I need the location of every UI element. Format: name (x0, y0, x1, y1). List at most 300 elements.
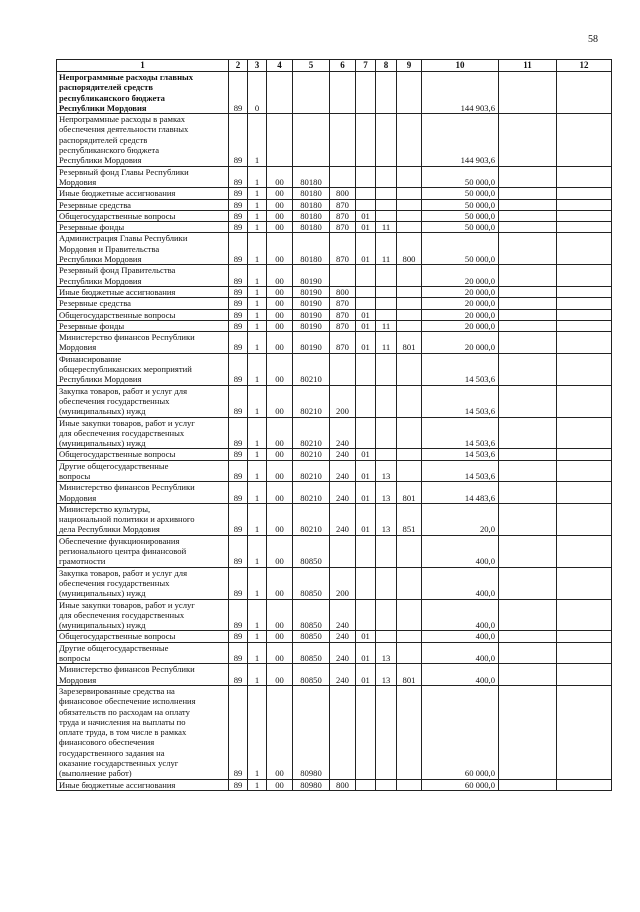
table-row (57, 567, 612, 599)
amount-cell: 20 000,0 (422, 265, 499, 287)
code-cell: 01 (356, 320, 376, 331)
amount-cell (499, 114, 557, 166)
code-cell: 89 (229, 685, 248, 779)
amount-cell: 20 000,0 (422, 298, 499, 309)
row-name-cell: Общегосударственные вопросы (57, 449, 229, 460)
table-row (57, 188, 612, 199)
table-row (57, 685, 612, 779)
amount-cell (557, 265, 612, 287)
code-cell: 80210 (293, 385, 330, 417)
row-name-cell: Другие общегосударственные вопросы (57, 642, 229, 664)
code-cell: 01 (356, 309, 376, 320)
code-cell: 80180 (293, 210, 330, 221)
row-name-cell: Зарезервированные средства на финансовое обеспечение исполнения обязательств по расходам на оплату труда и начисления на выплаты по оплате труда, в том числе в рамках финансового обеспечения государственного задания на оказание государственных услуг (выполнение работ) (57, 685, 229, 779)
row-name-cell: Иные закупки товаров, работ и услуг для обеспечения государственных (муниципальных) нужд (57, 599, 229, 631)
code-cell: 80190 (293, 286, 330, 297)
code-cell: 89 (229, 779, 248, 790)
code-cell: 800 (330, 188, 356, 199)
code-cell: 1 (248, 685, 267, 779)
amount-cell (499, 779, 557, 790)
code-cell (397, 298, 422, 309)
table-row (57, 222, 612, 233)
code-cell: 00 (267, 460, 293, 482)
table-row (57, 631, 612, 642)
amount-cell (557, 72, 612, 114)
amount-cell (499, 353, 557, 385)
code-cell: 800 (330, 286, 356, 297)
code-cell: 80180 (293, 199, 330, 210)
code-cell: 89 (229, 210, 248, 221)
code-cell (376, 199, 397, 210)
code-cell: 13 (376, 664, 397, 686)
code-cell: 1 (248, 503, 267, 535)
code-cell (376, 535, 397, 567)
amount-cell: 400,0 (422, 631, 499, 642)
code-cell (376, 449, 397, 460)
code-cell (376, 114, 397, 166)
code-cell: 80190 (293, 309, 330, 320)
table-row (57, 599, 612, 631)
code-cell (267, 72, 293, 114)
code-cell (356, 265, 376, 287)
code-cell (356, 72, 376, 114)
code-cell (293, 72, 330, 114)
header-cell: 1 (57, 60, 229, 72)
row-name-cell: Иные бюджетные ассигнования (57, 779, 229, 790)
code-cell (356, 353, 376, 385)
amount-cell (499, 199, 557, 210)
amount-cell (499, 460, 557, 482)
amount-cell: 144 903,6 (422, 114, 499, 166)
code-cell (330, 353, 356, 385)
amount-cell (557, 309, 612, 320)
code-cell: 89 (229, 309, 248, 320)
code-cell (330, 535, 356, 567)
header-cell: 11 (499, 60, 557, 72)
amount-cell: 50 000,0 (422, 222, 499, 233)
amount-cell (557, 332, 612, 354)
code-cell: 11 (376, 320, 397, 331)
amount-cell (499, 233, 557, 265)
code-cell (330, 72, 356, 114)
amount-cell (557, 779, 612, 790)
amount-cell (499, 417, 557, 449)
amount-cell (499, 664, 557, 686)
table-row (57, 385, 612, 417)
code-cell: 00 (267, 233, 293, 265)
amount-cell: 14 483,6 (422, 482, 499, 504)
code-cell (356, 188, 376, 199)
code-cell: 13 (376, 482, 397, 504)
code-cell: 89 (229, 188, 248, 199)
code-cell (356, 286, 376, 297)
amount-cell (499, 265, 557, 287)
code-cell: 1 (248, 599, 267, 631)
code-cell: 1 (248, 286, 267, 297)
code-cell: 80180 (293, 222, 330, 233)
amount-cell (557, 631, 612, 642)
amount-cell: 20 000,0 (422, 320, 499, 331)
amount-cell: 20 000,0 (422, 309, 499, 320)
amount-cell (557, 385, 612, 417)
code-cell: 870 (330, 233, 356, 265)
code-cell: 89 (229, 449, 248, 460)
row-name-cell: Общегосударственные вопросы (57, 210, 229, 221)
code-cell (397, 265, 422, 287)
code-cell: 1 (248, 631, 267, 642)
code-cell (376, 309, 397, 320)
code-cell: 80980 (293, 779, 330, 790)
code-cell: 80210 (293, 460, 330, 482)
amount-cell: 50 000,0 (422, 233, 499, 265)
code-cell: 1 (248, 535, 267, 567)
code-cell: 89 (229, 265, 248, 287)
code-cell: 89 (229, 599, 248, 631)
code-cell: 240 (330, 449, 356, 460)
table-row (57, 664, 612, 686)
code-cell: 1 (248, 298, 267, 309)
amount-cell (499, 567, 557, 599)
code-cell: 801 (397, 664, 422, 686)
code-cell: 89 (229, 482, 248, 504)
code-cell: 1 (248, 449, 267, 460)
amount-cell (557, 599, 612, 631)
amount-cell: 20 000,0 (422, 286, 499, 297)
table-body (57, 72, 612, 791)
code-cell: 00 (267, 332, 293, 354)
amount-cell (499, 503, 557, 535)
code-cell: 1 (248, 567, 267, 599)
table-row (57, 320, 612, 331)
table-row (57, 114, 612, 166)
code-cell: 80850 (293, 567, 330, 599)
code-cell: 801 (397, 332, 422, 354)
code-cell (376, 166, 397, 188)
code-cell (397, 210, 422, 221)
code-cell: 870 (330, 210, 356, 221)
code-cell: 00 (267, 664, 293, 686)
code-cell: 89 (229, 332, 248, 354)
amount-cell (499, 685, 557, 779)
code-cell: 00 (267, 265, 293, 287)
amount-cell: 14 503,6 (422, 353, 499, 385)
code-cell: 80180 (293, 166, 330, 188)
amount-cell (557, 353, 612, 385)
code-cell: 00 (267, 298, 293, 309)
code-cell: 01 (356, 449, 376, 460)
code-cell: 13 (376, 460, 397, 482)
amount-cell: 14 503,6 (422, 449, 499, 460)
code-cell: 1 (248, 482, 267, 504)
amount-cell (557, 642, 612, 664)
code-cell: 89 (229, 199, 248, 210)
amount-cell (557, 535, 612, 567)
code-cell: 870 (330, 309, 356, 320)
code-cell: 00 (267, 449, 293, 460)
code-cell (376, 72, 397, 114)
code-cell (397, 188, 422, 199)
code-cell: 851 (397, 503, 422, 535)
row-name-cell: Министерство культуры, национальной политики и архивного дела Республики Мордовия (57, 503, 229, 535)
row-name-cell: Резервные средства (57, 298, 229, 309)
code-cell: 1 (248, 166, 267, 188)
amount-cell (499, 210, 557, 221)
code-cell: 89 (229, 114, 248, 166)
amount-cell (499, 72, 557, 114)
code-cell: 80180 (293, 233, 330, 265)
code-cell: 00 (267, 210, 293, 221)
amount-cell (499, 482, 557, 504)
code-cell: 1 (248, 114, 267, 166)
code-cell: 870 (330, 222, 356, 233)
header-cell: 10 (422, 60, 499, 72)
code-cell: 80210 (293, 503, 330, 535)
amount-cell: 50 000,0 (422, 188, 499, 199)
code-cell: 00 (267, 685, 293, 779)
header-cell: 7 (356, 60, 376, 72)
row-name-cell: Финансирование общереспубликанских мероприятий Республики Мордовия (57, 353, 229, 385)
code-cell (397, 567, 422, 599)
amount-cell (557, 233, 612, 265)
code-cell: 80850 (293, 642, 330, 664)
code-cell (356, 567, 376, 599)
row-name-cell: Иные бюджетные ассигнования (57, 286, 229, 297)
table-row (57, 72, 612, 114)
row-name-cell: Непрограммные расходы в рамках обеспечения деятельности главных распорядителей средств республиканского бюджета Республики Мордовия (57, 114, 229, 166)
amount-cell (499, 188, 557, 199)
row-name-cell: Закупка товаров, работ и услуг для обеспечения государственных (муниципальных) нужд (57, 385, 229, 417)
code-cell: 800 (330, 779, 356, 790)
code-cell (293, 114, 330, 166)
table-row (57, 309, 612, 320)
header-cell: 4 (267, 60, 293, 72)
code-cell (397, 449, 422, 460)
code-cell: 870 (330, 199, 356, 210)
code-cell: 80850 (293, 599, 330, 631)
code-cell (397, 166, 422, 188)
amount-cell: 50 000,0 (422, 166, 499, 188)
code-cell (356, 417, 376, 449)
code-cell (376, 210, 397, 221)
code-cell (376, 298, 397, 309)
header-cell: 2 (229, 60, 248, 72)
code-cell: 1 (248, 779, 267, 790)
header-cell: 5 (293, 60, 330, 72)
code-cell: 13 (376, 642, 397, 664)
code-cell: 00 (267, 567, 293, 599)
table-row (57, 535, 612, 567)
amount-cell (557, 166, 612, 188)
amount-cell (557, 685, 612, 779)
amount-cell (557, 114, 612, 166)
code-cell: 11 (376, 332, 397, 354)
code-cell: 80980 (293, 685, 330, 779)
table-row (57, 298, 612, 309)
row-name-cell: Министерство финансов Республики Мордовия (57, 482, 229, 504)
code-cell: 1 (248, 353, 267, 385)
amount-cell: 14 503,6 (422, 460, 499, 482)
amount-cell (499, 309, 557, 320)
code-cell: 01 (356, 222, 376, 233)
amount-cell: 60 000,0 (422, 779, 499, 790)
code-cell: 0 (248, 72, 267, 114)
header-cell: 6 (330, 60, 356, 72)
table-row (57, 353, 612, 385)
row-name-cell: Обеспечение функционирования регионального центра финансовой грамотности (57, 535, 229, 567)
code-cell (376, 599, 397, 631)
code-cell (397, 222, 422, 233)
table-row (57, 199, 612, 210)
amount-cell (557, 567, 612, 599)
code-cell: 1 (248, 332, 267, 354)
table-row (57, 265, 612, 287)
code-cell: 240 (330, 460, 356, 482)
code-cell (397, 685, 422, 779)
code-cell: 1 (248, 233, 267, 265)
code-cell: 89 (229, 664, 248, 686)
code-cell: 01 (356, 503, 376, 535)
header-row (57, 60, 612, 72)
code-cell: 01 (356, 642, 376, 664)
code-cell (397, 779, 422, 790)
amount-cell (557, 320, 612, 331)
code-cell: 89 (229, 72, 248, 114)
code-cell: 00 (267, 482, 293, 504)
amount-cell: 60 000,0 (422, 685, 499, 779)
code-cell: 01 (356, 332, 376, 354)
code-cell: 870 (330, 298, 356, 309)
code-cell: 240 (330, 482, 356, 504)
code-cell (356, 385, 376, 417)
code-cell: 1 (248, 309, 267, 320)
amount-cell: 14 503,6 (422, 385, 499, 417)
code-cell: 00 (267, 222, 293, 233)
code-cell (397, 535, 422, 567)
code-cell: 1 (248, 265, 267, 287)
code-cell: 01 (356, 233, 376, 265)
code-cell (376, 685, 397, 779)
code-cell: 00 (267, 199, 293, 210)
amount-cell: 144 903,6 (422, 72, 499, 114)
code-cell (397, 199, 422, 210)
amount-cell (557, 286, 612, 297)
code-cell: 01 (356, 210, 376, 221)
code-cell (330, 685, 356, 779)
code-cell (397, 460, 422, 482)
code-cell: 00 (267, 631, 293, 642)
code-cell: 00 (267, 503, 293, 535)
code-cell: 200 (330, 567, 356, 599)
code-cell: 89 (229, 222, 248, 233)
code-cell: 80850 (293, 664, 330, 686)
code-cell: 89 (229, 166, 248, 188)
amount-cell (557, 222, 612, 233)
code-cell: 80190 (293, 320, 330, 331)
code-cell (397, 286, 422, 297)
code-cell (267, 114, 293, 166)
code-cell: 240 (330, 631, 356, 642)
code-cell (356, 779, 376, 790)
code-cell: 00 (267, 642, 293, 664)
code-cell (376, 286, 397, 297)
code-cell: 89 (229, 320, 248, 331)
amount-cell (499, 166, 557, 188)
row-name-cell: Общегосударственные вопросы (57, 631, 229, 642)
code-cell: 240 (330, 503, 356, 535)
code-cell: 89 (229, 286, 248, 297)
code-cell: 240 (330, 642, 356, 664)
amount-cell (557, 210, 612, 221)
table-row (57, 482, 612, 504)
table-row (57, 642, 612, 664)
code-cell (376, 188, 397, 199)
row-name-cell: Резервные фонды (57, 222, 229, 233)
code-cell (356, 298, 376, 309)
code-cell: 80850 (293, 631, 330, 642)
code-cell: 89 (229, 567, 248, 599)
amount-cell (557, 664, 612, 686)
code-cell: 80190 (293, 332, 330, 354)
amount-cell: 20,0 (422, 503, 499, 535)
row-name-cell: Иные закупки товаров, работ и услуг для обеспечения государственных (муниципальных) нужд (57, 417, 229, 449)
code-cell: 1 (248, 210, 267, 221)
amount-cell: 400,0 (422, 599, 499, 631)
table-row (57, 449, 612, 460)
code-cell (397, 114, 422, 166)
table-row (57, 417, 612, 449)
code-cell (376, 385, 397, 417)
code-cell: 00 (267, 320, 293, 331)
row-name-cell: Министерство финансов Республики Мордовия (57, 332, 229, 354)
amount-cell: 14 503,6 (422, 417, 499, 449)
row-name-cell: Общегосударственные вопросы (57, 309, 229, 320)
amount-cell (499, 286, 557, 297)
table-row (57, 286, 612, 297)
code-cell (330, 114, 356, 166)
code-cell: 01 (356, 664, 376, 686)
table-row (57, 166, 612, 188)
code-cell (356, 114, 376, 166)
amount-cell (499, 642, 557, 664)
code-cell (356, 599, 376, 631)
code-cell: 240 (330, 664, 356, 686)
amount-cell: 400,0 (422, 535, 499, 567)
header-cell: 9 (397, 60, 422, 72)
code-cell: 89 (229, 535, 248, 567)
code-cell: 89 (229, 631, 248, 642)
code-cell (397, 353, 422, 385)
code-cell (397, 309, 422, 320)
code-cell: 00 (267, 385, 293, 417)
amount-cell (499, 449, 557, 460)
table-row (57, 332, 612, 354)
code-cell: 01 (356, 631, 376, 642)
row-name-cell: Непрограммные расходы главных распорядителей средств республиканского бюджета Республики Мордовия (57, 72, 229, 114)
code-cell (356, 166, 376, 188)
amount-cell: 20 000,0 (422, 332, 499, 354)
amount-cell (557, 199, 612, 210)
amount-cell: 400,0 (422, 664, 499, 686)
amount-cell (499, 631, 557, 642)
code-cell (397, 631, 422, 642)
code-cell (356, 535, 376, 567)
code-cell: 1 (248, 460, 267, 482)
code-cell: 89 (229, 233, 248, 265)
code-cell (397, 320, 422, 331)
code-cell: 80190 (293, 298, 330, 309)
amount-cell (499, 385, 557, 417)
row-name-cell: Резервные фонды (57, 320, 229, 331)
